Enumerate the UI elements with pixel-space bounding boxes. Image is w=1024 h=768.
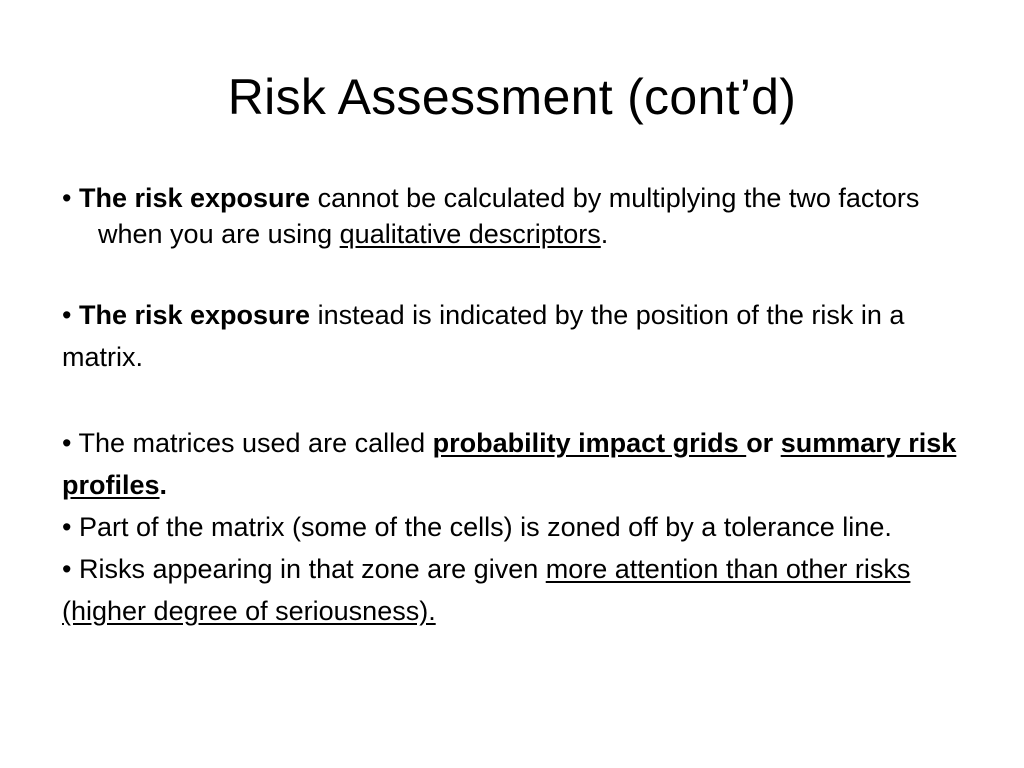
paragraph-end: . <box>600 219 609 249</box>
spacer <box>62 252 962 294</box>
bold-term: The risk exposure <box>78 183 311 213</box>
paragraph-text: cannot be calculated by multiplying the two factors when you are using <box>98 183 920 249</box>
space <box>773 428 781 458</box>
bullet-paragraph-2 <box>62 294 962 378</box>
bold-term: The risk exposure <box>78 300 311 330</box>
bullet-paragraph-1 <box>62 180 962 252</box>
paragraph-end: . <box>159 470 168 500</box>
slide-body <box>62 180 962 632</box>
paragraph-text: Risks appearing in that zone are given <box>71 554 546 584</box>
bullet-marker: • <box>62 300 72 330</box>
underlined-term: summary risk profiles <box>62 428 957 500</box>
bullet-marker: • <box>62 554 72 584</box>
spacer <box>62 378 962 422</box>
slide-title: Risk Assessment (cont’d) <box>227 69 797 125</box>
underlined-term: more attention than other risks (higher degree of seriousness). <box>62 554 911 626</box>
underlined-term: probability impact grids <box>432 428 747 458</box>
paragraph-text: instead is indicated by the position of the risk in a matrix. <box>62 300 905 372</box>
paragraph-text: Part of the matrix (some of the cells) is zoned off by a tolerance line. <box>71 512 892 542</box>
bullet-paragraph-3 <box>62 422 962 506</box>
bullet-marker: • <box>62 428 72 458</box>
bullet-paragraph-4 <box>62 506 962 548</box>
bullet-paragraph-5 <box>62 548 962 632</box>
paragraph-text: The matrices used are called <box>71 428 433 458</box>
bold-word: or <box>746 428 774 458</box>
bullet-marker: • <box>62 183 72 213</box>
underlined-term: qualitative descriptors <box>339 219 601 249</box>
bullet-marker: • <box>62 512 72 542</box>
